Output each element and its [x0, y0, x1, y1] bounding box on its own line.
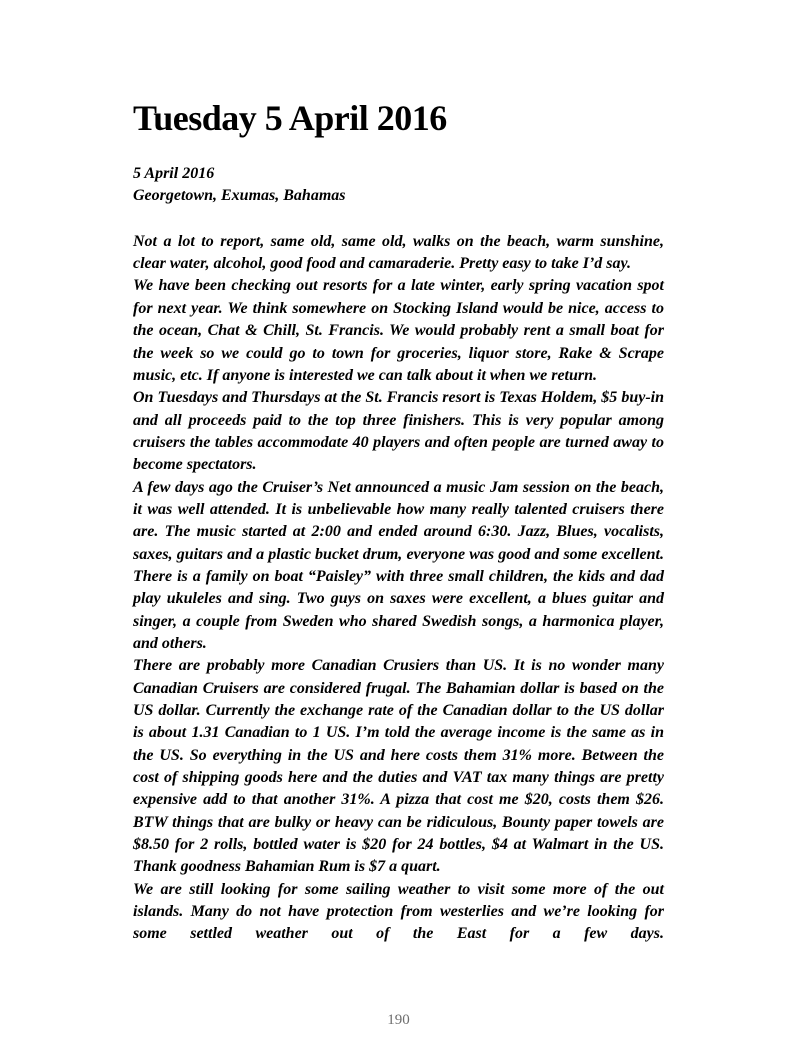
paragraph: Not a lot to report, same old, same old, walks on the beach, warm sunshine, clear water, alcohol, good food and camaraderie. Pretty easy to take I’d say. [133, 232, 664, 273]
page-content [133, 0, 664, 946]
paragraph: We have been checking out resorts for a late winter, early spring vacation spot for next year. We think somewhere on Stocking Island would be nice, access to the ocean, Chat & Chill, St. Francis. We would probably rent a small boat for the week so we could go to town for groceries, liquor store, Rake & Scrape music, etc. If anyone is interested we can talk about it when we return. [133, 277, 664, 384]
dateline [133, 163, 664, 208]
dateline-date: 5 April 2016 [133, 165, 215, 183]
dateline-location: Georgetown, Exumas, Bahamas [133, 187, 346, 205]
journal-body [133, 231, 664, 946]
page-title: Tuesday 5 April 2016 [133, 98, 447, 138]
paragraph: We are still looking for some sailing weather to visit some more of the out islands. Many do not have protection from westerlies and we’re looking for some settled weather out of the East for a few days. [133, 880, 664, 943]
paragraph: There are probably more Canadian Crusiers than US. It is no wonder many Canadian Cruisers are considered frugal. The Bahamian dollar is based on the US dollar. Currently the exchange rate of the Canadian dollar to the US dollar is about 1.31 Canadian to 1 US. I’m told the average income is the same as in the US. So everything in the US and here costs them 31% more. Between the cost of shipping goods here and the duties and VAT tax many things are pretty expensive add to that another 31%. A pizza that cost me $20, costs them $26. BTW things that are bulky or heavy can be ridiculous, Bounty paper towels are $8.50 for 2 rolls, bottled water is $20 for 24 bottles, $4 at Walmart in the US. Thank goodness Bahamian Rum is $7 a quart. [133, 657, 664, 876]
paragraph: On Tuesdays and Thursdays at the St. Francis resort is Texas Holdem, $5 buy-in and all proceeds paid to the top three finishers. This is very popular among cruisers the tables accommodate 40 players and often people are turned away to become spectators. [133, 389, 664, 474]
page-number: 190 [387, 1012, 410, 1028]
paragraph: A few days ago the Cruiser’s Net announced a music Jam session on the beach, it was well attended. It is unbelievable how many really talented cruisers there are. The music started at 2:00 and ended around 6:30. Jazz, Blues, vocalists, saxes, guitars and a plastic bucket drum, everyone was good and some excellent. There is a family on boat “Paisley” with three small children, the kids and dad play ukuleles and sing. Two guys on saxes were excellent, a blues guitar and singer, a couple from Sweden who shared Swedish songs, a harmonica player, and others. [133, 478, 664, 652]
